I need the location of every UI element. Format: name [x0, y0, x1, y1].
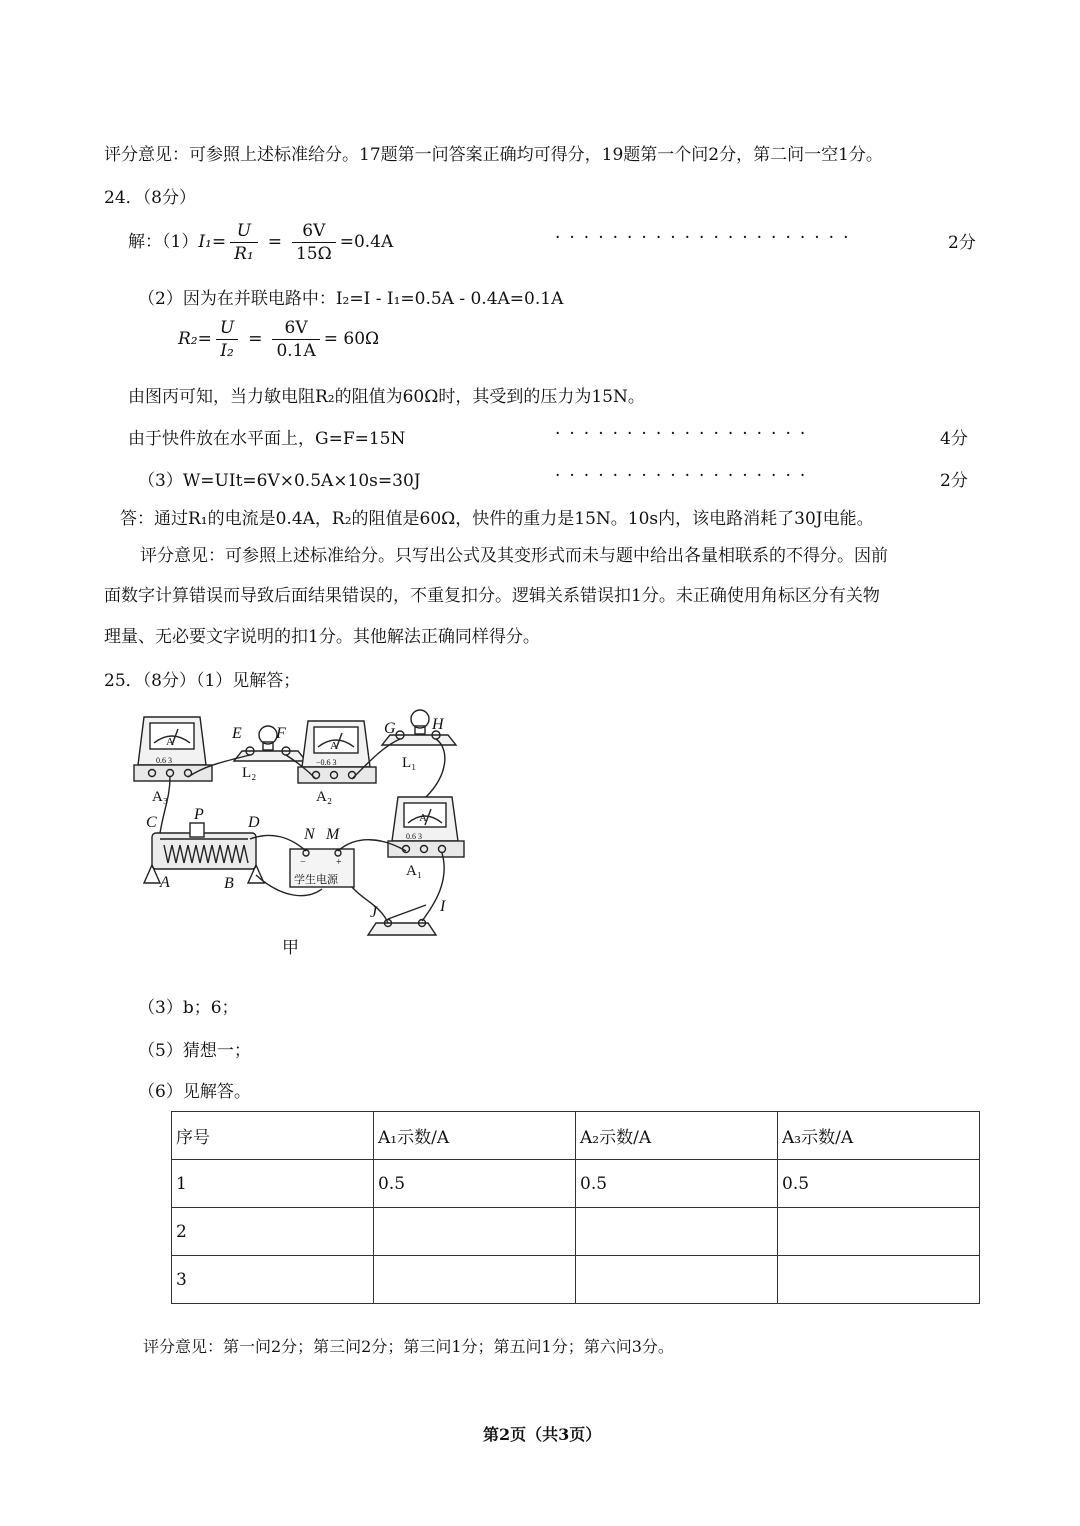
label-h: H [432, 716, 444, 733]
table-cell [576, 1208, 778, 1256]
table-cell: 0.5 [576, 1160, 778, 1208]
label-a2: A₂ [316, 789, 333, 805]
q25-answer-6: （6）见解答。 [138, 1082, 251, 1102]
label-l1: L₁ [402, 755, 417, 771]
label-c: C [146, 814, 157, 831]
frac-numerator: 6V [272, 317, 319, 340]
q24-step2-score: 4分 [940, 429, 968, 449]
frac-numerator: U [216, 317, 238, 340]
frac-denominator: I₂ [220, 341, 234, 361]
table-cell: 0.5 [778, 1160, 980, 1208]
q24-step2-r2 [178, 315, 379, 363]
table-cell [778, 1256, 980, 1304]
table-header-cell: A₁示数/A [374, 1112, 576, 1160]
q24-step2-text2: 由于快件放在水平面上，G=F=15N [128, 429, 406, 449]
q24-header: 24．（8分） [104, 188, 196, 208]
label-m: M [326, 826, 340, 843]
equals-sign: = [267, 232, 282, 252]
q24-step1-frac1 [230, 220, 258, 265]
label-l2: L₂ [242, 765, 257, 781]
q25-answer-3: （3）b；6； [138, 998, 239, 1018]
meter-letter-a3: A [166, 736, 174, 748]
frac-denominator: R₁ [234, 244, 254, 264]
q24-step2-frac1 [216, 317, 238, 362]
q24-step1-prefix: 解：（1） [128, 232, 199, 252]
table-cell [374, 1256, 576, 1304]
label-i: I [440, 898, 446, 915]
frac-numerator: 6V [292, 220, 336, 243]
table-row [172, 1256, 980, 1304]
q24-step2-line: （2）因为在并联电路中：I₂=I - I₁=0.5A - 0.4A=0.1A [138, 289, 564, 309]
meter-letter-a2: A [330, 740, 338, 752]
meter-scale-a3: 0.6 3 [156, 756, 172, 765]
q24-step1-dots: ····················· [555, 228, 858, 248]
label-a: A [160, 874, 170, 891]
circuit-figure [130, 705, 470, 960]
frac-denominator: 15Ω [295, 244, 332, 264]
top-grading-note: 评分意见：可参照上述标准给分。17题第一问答案正确均可得分，19题第一个问2分，第二问一空1分。 [104, 145, 883, 165]
supply-minus: − [300, 857, 306, 868]
q24-step2-text1: 由图丙可知，当力敏电阻R₂的阻值为60Ω时，其受到的压力为15N。 [128, 387, 645, 407]
meter-scale-a2: −0.6 3 [316, 758, 337, 767]
label-a3: A₃ [152, 789, 169, 805]
power-supply-label: 学生电源 [294, 873, 338, 886]
label-n: N [304, 826, 315, 843]
label-g: G [384, 720, 396, 737]
table-header-row [172, 1112, 980, 1160]
q24-answer: 答：通过R₁的电流是0.4A，R₂的阻值是60Ω，快件的重力是15N。10s内，该电路消耗了30J电能。 [120, 509, 874, 529]
q25-header: 25．（8分）（1）见解答； [104, 671, 301, 691]
label-e: E [232, 725, 242, 742]
q24-step1 [128, 218, 393, 266]
label-a1: A₁ [406, 863, 423, 879]
label-b: B [224, 875, 234, 892]
label-j: J [370, 904, 378, 921]
table-cell: 2 [172, 1208, 374, 1256]
q24-eval-line2: 面数字计算错误而导致后面结果错误的，不重复扣分。逻辑关系错误扣1分。未正确使用角标区分有关物 [104, 586, 880, 606]
q24-eval-line1: 评分意见：可参照上述标准给分。只写出公式及其变形式而未与题中给出各量相联系的不得分。因前 [140, 546, 888, 566]
q24-step1-result: =0.4A [339, 232, 394, 252]
q25-answer-5: （5）猜想一； [138, 1041, 251, 1061]
data-table [171, 1111, 980, 1304]
q24-step1-score: 2分 [948, 233, 976, 253]
table-cell: 0.5 [374, 1160, 576, 1208]
table-cell [576, 1256, 778, 1304]
meter-letter-a1: A [419, 812, 427, 824]
frac-numerator: U [230, 220, 258, 243]
table-cell: 1 [172, 1160, 374, 1208]
label-f: F [276, 725, 286, 742]
q24-eval-line3: 理量、无必要文字说明的扣1分。其他解法正确同样得分。 [104, 627, 540, 647]
q24-step2-dots: ·················· [555, 424, 815, 444]
q24-step1-lhs: I₁= [198, 232, 227, 252]
q24-step3-line: （3）W=UIt=6V×0.5A×10s=30J [138, 471, 421, 491]
table-header-cell: A₃示数/A [778, 1112, 980, 1160]
q24-step3-score: 2分 [940, 471, 968, 491]
q24-step2-lhs: R₂= [178, 329, 212, 349]
supply-plus: + [336, 857, 342, 868]
frac-denominator: 0.1A [276, 341, 316, 361]
table-header-cell: A₂示数/A [576, 1112, 778, 1160]
table-row [172, 1208, 980, 1256]
figure-caption: 甲 [282, 938, 299, 958]
q24-step1-frac2 [292, 220, 336, 265]
q24-step2-frac2 [272, 317, 319, 362]
table-row [172, 1160, 980, 1208]
table-cell [778, 1208, 980, 1256]
equals-sign: = [248, 329, 263, 349]
q24-step3-dots: ·················· [555, 466, 815, 486]
q25-eval: 评分意见：第一问2分；第三问2分；第三问1分；第五问1分；第六问3分。 [143, 1337, 674, 1356]
label-p: P [194, 806, 204, 823]
label-d: D [248, 814, 260, 831]
table-cell: 3 [172, 1256, 374, 1304]
table-cell [374, 1208, 576, 1256]
meter-scale-a1: 0.6 3 [406, 832, 422, 841]
table-header-cell: 序号 [172, 1112, 374, 1160]
page-footer: 第2页（共3页） [483, 1425, 602, 1444]
ammeter-a3 [134, 717, 212, 781]
q24-step2-result: = 60Ω [323, 329, 380, 349]
